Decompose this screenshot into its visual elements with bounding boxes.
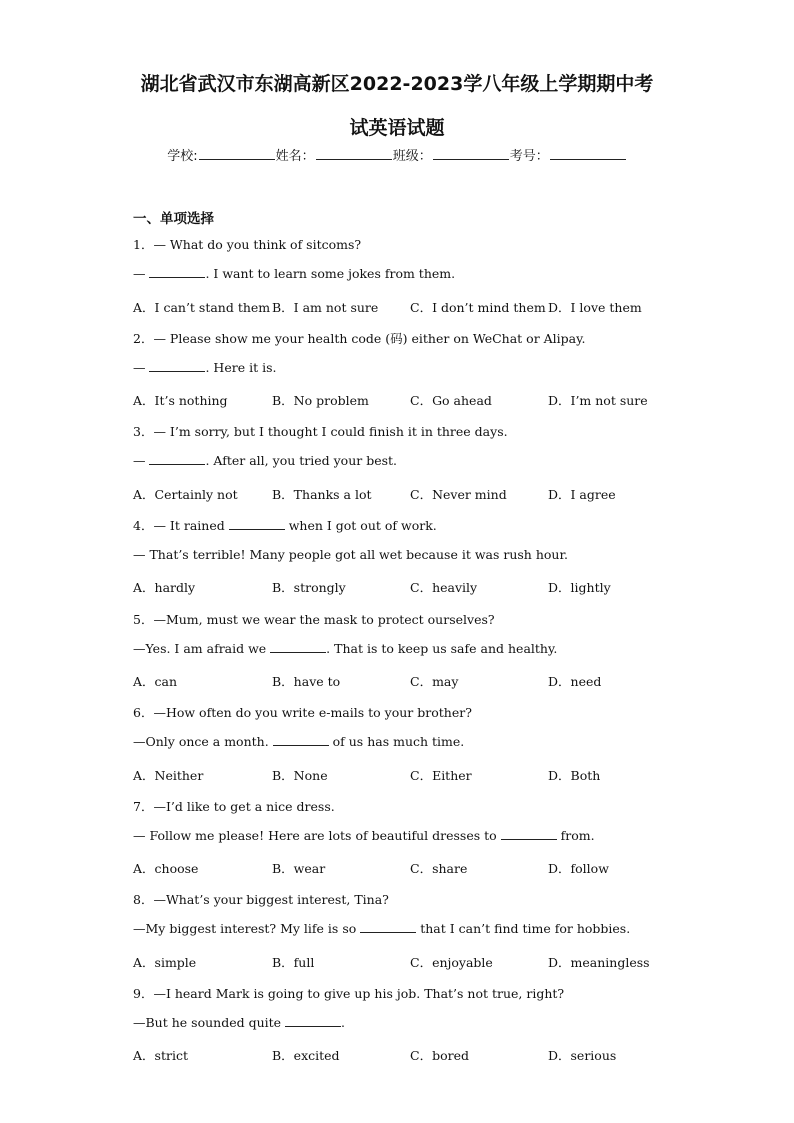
question-9-option-a: A．strict — [133, 1048, 188, 1063]
question-1-option-d: D．I love them — [548, 300, 642, 315]
exam-number-blank — [550, 147, 626, 160]
question-1-stem: 1．— What do you think of sitcoms? — [133, 237, 362, 252]
exam-title-line1: 湖北省武汉市东湖高新区2022-2023学八年级上学期期中考 — [140, 73, 654, 95]
question-4-option-b: B．strongly — [272, 580, 346, 595]
question-7-option-d: D．follow — [548, 861, 609, 876]
answer-suffix: . — [341, 1015, 345, 1030]
exam-title-line2: 试英语试题 — [349, 117, 445, 139]
question-7-answer-line — [133, 828, 595, 843]
answer-blank — [360, 921, 416, 933]
question-3-stem: 3．— I’m sorry, but I thought I could finish it in three days. — [133, 424, 508, 439]
answer-blank — [501, 828, 557, 840]
question-5-option-d: D．need — [548, 674, 602, 689]
question-8-stem: 8．—What’s your biggest interest, Tina? — [133, 892, 389, 907]
question-1-option-b: B．I am not sure — [272, 300, 379, 315]
question-2-option-c: C．Go ahead — [410, 393, 492, 408]
question-1-option-c: C．I don’t mind them — [410, 300, 546, 315]
answer-suffix: of us has much time. — [328, 734, 465, 749]
question-8-option-c: C．enjoyable — [410, 955, 493, 970]
answer-prefix: — — [133, 360, 150, 375]
question-5-option-b: B．have to — [272, 674, 341, 689]
question-7-option-c: C．share — [410, 861, 468, 876]
question-9-option-c: C．bored — [410, 1048, 469, 1063]
question-1-option-a: A．I can’t stand them — [133, 300, 271, 315]
question-4-stem — [133, 516, 753, 534]
answer-suffix: . I want to learn some jokes from them. — [205, 266, 456, 281]
question-4-option-d: D．lightly — [548, 580, 611, 595]
class-blank — [433, 147, 509, 160]
question-4-option-a: A．hardly — [133, 580, 196, 595]
answer-suffix: . That is to keep us safe and healthy. — [326, 641, 558, 656]
question-7-option-a: A．choose — [133, 861, 199, 876]
question-3-option-b: B．Thanks a lot — [272, 487, 372, 502]
question-7-stem: 7．—I’d like to get a nice dress. — [133, 799, 335, 814]
answer-prefix: — — [133, 453, 150, 468]
section-heading: 一、单项选择 — [133, 211, 214, 227]
answer-suffix: that I can’t find time for hobbies. — [416, 921, 631, 936]
answer-prefix: —Only once a month. — [133, 734, 273, 749]
stem-blank — [229, 518, 285, 530]
answer-suffix: from. — [556, 828, 595, 843]
stem-prefix: 4．— It rained — [133, 518, 229, 533]
answer-prefix: —But he sounded quite — [133, 1015, 286, 1030]
question-5-stem: 5．—Mum, must we wear the mask to protect ourselves? — [133, 612, 495, 627]
question-3-answer-line — [133, 453, 397, 468]
question-8-option-a: A．simple — [133, 955, 197, 970]
student-info-line — [0, 145, 794, 164]
question-1-answer-line — [133, 266, 455, 281]
question-3-option-c: C．Never mind — [410, 487, 507, 502]
answer-suffix: . Here it is. — [205, 360, 277, 375]
question-3-option-a: A．Certainly not — [133, 487, 238, 502]
question-6-option-d: D．Both — [548, 768, 601, 783]
answer-prefix: —My biggest interest? My life is so — [133, 921, 361, 936]
question-6-option-a: A．Neither — [133, 768, 204, 783]
question-9-answer-line — [133, 1015, 345, 1030]
question-8-option-b: B．full — [272, 955, 315, 970]
answer-blank — [270, 641, 326, 653]
question-5-answer-line — [133, 641, 557, 656]
question-8-option-d: D．meaningless — [548, 955, 650, 970]
answer-prefix: — Follow me please! Here are lots of beautiful dresses to — [133, 828, 501, 843]
question-2-option-d: D．I’m not sure — [548, 393, 648, 408]
question-4-answer-line: — That’s terrible! Many people got all wet because it was rush hour. — [133, 547, 569, 562]
answer-suffix: . After all, you tried your best. — [205, 453, 398, 468]
answer-blank — [149, 266, 205, 278]
exam-number-label: 考号： — [509, 149, 549, 164]
name-blank — [316, 147, 392, 160]
school-blank — [199, 147, 275, 160]
question-9-option-d: D．serious — [548, 1048, 617, 1063]
question-2-option-a: A．It’s nothing — [133, 393, 228, 408]
question-5-option-c: C．may — [410, 674, 459, 689]
answer-blank — [149, 453, 205, 465]
name-label: 姓名： — [275, 149, 315, 164]
answer-prefix: — — [133, 266, 150, 281]
question-7-option-b: B．wear — [272, 861, 326, 876]
question-2-stem: 2．— Please show me your health code (码) either on WeChat or Alipay. — [133, 331, 586, 346]
question-3-option-d: D．I agree — [548, 487, 616, 502]
answer-prefix: —Yes. I am afraid we — [133, 641, 271, 656]
question-4-option-c: C．heavily — [410, 580, 478, 595]
question-9-stem: 9．—I heard Mark is going to give up his job. That’s not true, right? — [133, 986, 565, 1001]
school-label: 学校: — [167, 149, 198, 164]
stem-suffix: when I got out of work. — [284, 518, 437, 533]
answer-blank — [149, 360, 205, 372]
question-2-option-b: B．No problem — [272, 393, 369, 408]
answer-blank — [273, 734, 329, 746]
question-5-option-a: A．can — [133, 674, 178, 689]
question-2-answer-line — [133, 360, 276, 375]
answer-blank — [285, 1015, 341, 1027]
class-label: 班级： — [392, 149, 432, 164]
question-6-option-b: B．None — [272, 768, 328, 783]
question-6-stem: 6．—How often do you write e-mails to your brother? — [133, 705, 472, 720]
question-9-option-b: B．excited — [272, 1048, 340, 1063]
question-6-answer-line — [133, 734, 464, 749]
question-6-option-c: C．Either — [410, 768, 472, 783]
question-8-answer-line — [133, 921, 630, 936]
